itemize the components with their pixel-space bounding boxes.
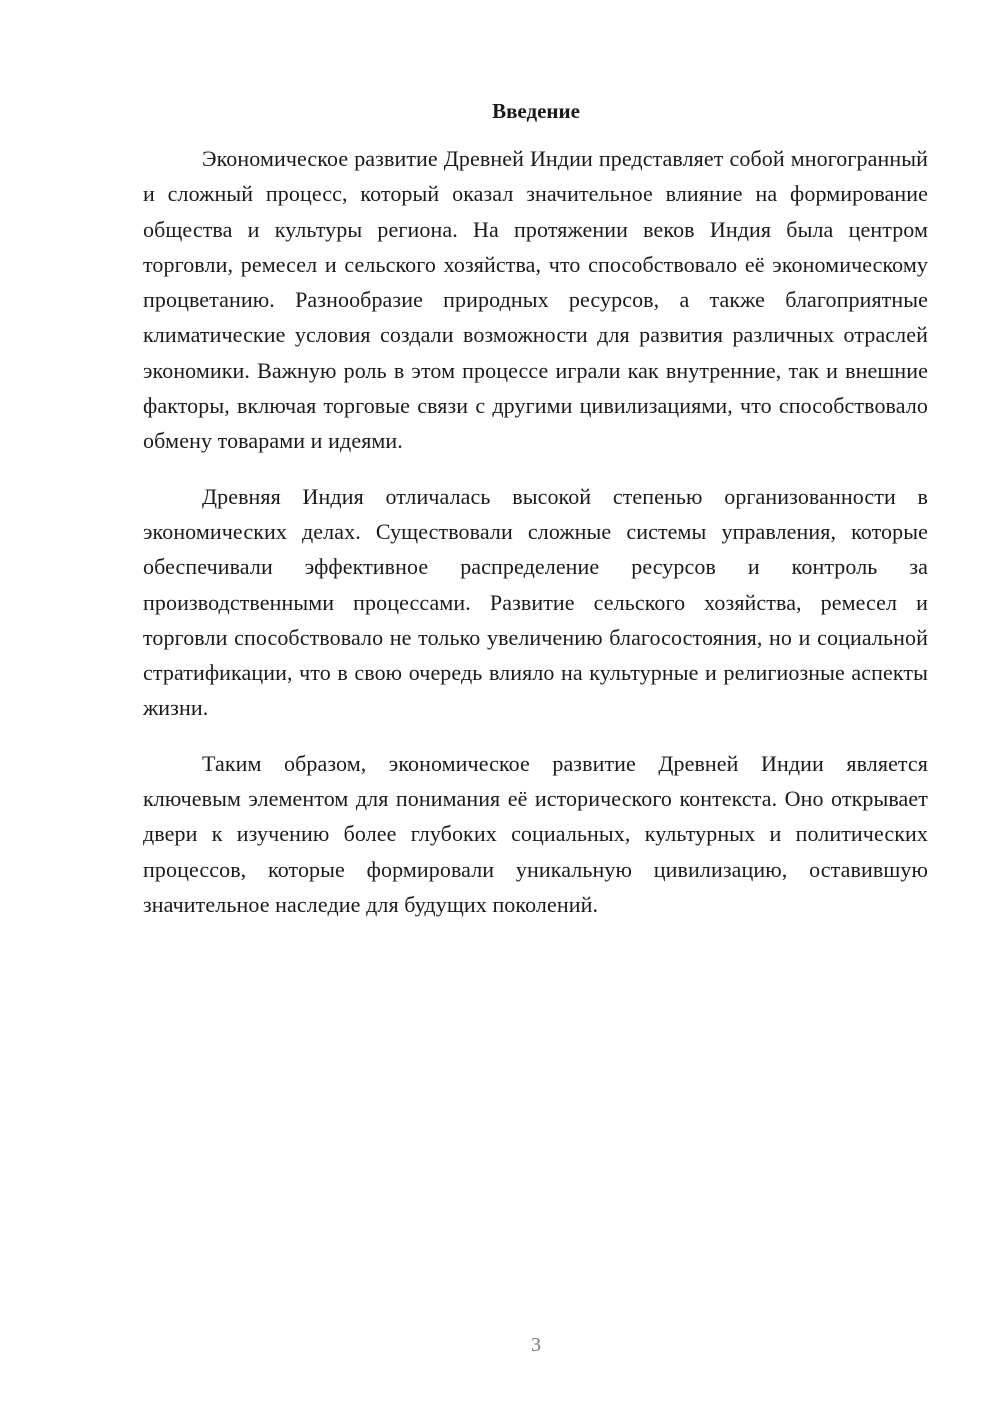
section-title: Введение (492, 99, 580, 123)
paragraph-2: Древняя Индия отличалась высокой степенью организованности в экономических делах. Существовали сложные системы управления, которые обеспечивали эффективное распределение ресурсов и контроль за производственными процессами. Развитие сельского хозяйства, ремесел и торговли способствовало не только увеличению благосостояния, но и социальной стратификации, что в свою очередь влияло на культурные и религиозные аспекты жизни. (143, 483, 928, 721)
page-number: 3 (531, 1334, 541, 1356)
paragraph-1: Экономическое развитие Древней Индии представляет собой многогранный и сложный процесс, который оказал значительное влияние на формирование общества и культуры региона. На протяжении веков Индия была центром торговли, ремесел и сельского хозяйства, что способствовало её экономическому процветанию. Разнообразие природных ресурсов, а также благоприятные климатические условия создали возможности для развития различных отраслей экономики. Важную роль в этом процессе играли как внутренние, так и внешние факторы, включая торговые связи с другими цивилизациями, что способствовало обмену товарами и идеями. (143, 146, 928, 454)
body-text (143, 141, 928, 942)
paragraph-3: Таким образом, экономическое развитие Древней Индии является ключевым элементом для понимания её исторического контекста. Оно открывает двери к изучению более глубоких социальных, культурных и политических процессов, которые формировали уникальную цивилизацию, оставившую значительное наследие для будущих поколений. (143, 750, 928, 917)
